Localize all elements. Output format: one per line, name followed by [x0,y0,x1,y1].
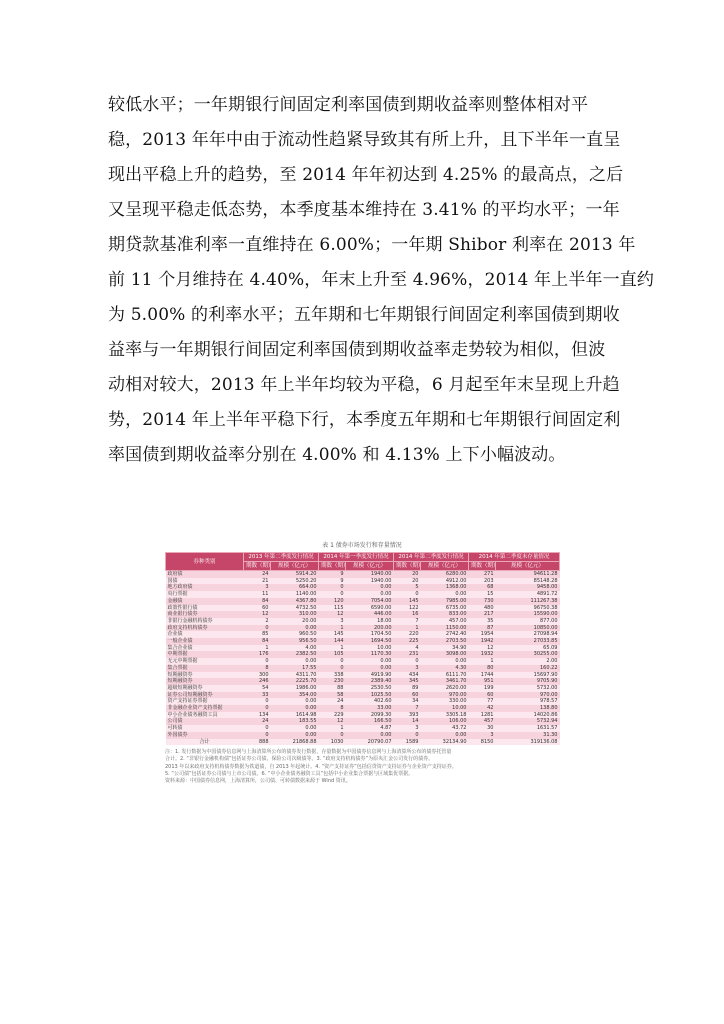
table-row [166,732,560,739]
row-value: 310.00 [271,611,319,618]
row-value: 33.00 [346,705,394,712]
row-value: 0.00 [346,658,394,665]
row-value: 0.00 [271,625,319,632]
table-row [166,672,560,679]
row-value: 3 [319,618,346,625]
row-value: 0 [319,732,346,739]
row-value: 18.00 [346,618,394,625]
row-value: 0 [244,705,271,712]
row-value: 7054.00 [346,598,394,605]
table-row [166,578,560,585]
row-value: 1170.30 [346,651,394,658]
row-value: 84 [244,638,271,645]
row-value: 0 [394,732,421,739]
header-category: 券种类别 [166,553,244,571]
row-value: 1 [319,725,346,732]
note-line: 合计。2. “非银行金融机构债”包括证券公司债、保险公司次级债等。3. “政府支持机构债券”为原央汇金公司发行的债券。 [165,756,434,763]
row-value: 60 [469,692,496,699]
row-value: 2703.50 [421,638,469,645]
row-value: 9705.90 [496,678,560,685]
header-group: 2014 年第二季度发行情况 [394,553,469,562]
row-value: 338 [319,672,346,679]
paragraph-line: 前 11 个月维持在 4.40%，年末上升至 4.96%，2014 年上半年一直约 [108,270,655,290]
row-value: 96750.38 [496,605,560,612]
subheader-count: 期数（期） [244,562,271,571]
subheader-count: 期数（期） [394,562,421,571]
table-row [166,611,560,618]
row-value: 3098.00 [421,651,469,658]
row-value: 0.00 [421,658,469,665]
row-value: 393 [394,712,421,719]
row-value: 6590.00 [346,605,394,612]
row-value: 4919.90 [346,672,394,679]
row-value: 2389.40 [346,678,394,685]
row-value: 970.00 [496,692,560,699]
table-row [166,665,560,672]
row-value: 229 [319,712,346,719]
row-category: 集合企业债 [166,645,244,652]
table-row [166,712,560,719]
note-line: 注：1. 发行数据为中国债券信息网与上海清算所公布的债券发行数据，存量数据为中国债券信息网与上海清算所公布的债券托管量 [165,749,452,756]
row-value: 730 [469,598,496,605]
row-value: 877.00 [496,618,560,625]
subheader-amount: 规模（亿元） [421,562,469,571]
row-value: 35 [469,618,496,625]
row-value: 144 [319,638,346,645]
row-value: 145 [394,598,421,605]
row-value: 58 [319,692,346,699]
table-row [166,625,560,632]
row-category: 政府支持机构债券 [166,625,244,632]
table-row [166,685,560,692]
row-value: 2742.40 [421,631,469,638]
row-value: 105 [319,651,346,658]
row-category: 国债 [166,578,244,585]
row-value: 0.00 [271,732,319,739]
row-value: 0 [319,665,346,672]
row-category: 金融债 [166,598,244,605]
row-category: 短期融资券 [166,678,244,685]
row-value: 89 [394,685,421,692]
row-category: 中期票据 [166,651,244,658]
row-value: 0.00 [271,725,319,732]
row-value: 3305.18 [421,712,469,719]
row-category: 外国债券 [166,732,244,739]
row-value: 4732.50 [271,605,319,612]
row-value: 1 [244,645,271,652]
row-value: 1940.00 [346,578,394,585]
row-value: 80 [469,665,496,672]
row-category: 政策性银行债 [166,605,244,612]
row-value: 122 [394,605,421,612]
row-value: 664.00 [271,584,319,591]
row-category: 地方政府债 [166,584,244,591]
row-value: 15590.00 [496,611,560,618]
row-value: 3 [394,665,421,672]
paragraph-line: 率国债到期收益率分别在 4.00% 和 4.13% 上下小幅波动。 [108,445,566,465]
row-value: 9458.00 [496,584,560,591]
row-value: 5914.20 [271,571,319,578]
row-value: 15 [469,591,496,598]
row-category: 非银行金融机构债券 [166,618,244,625]
row-value: 145 [319,631,346,638]
row-value: 0.00 [346,732,394,739]
row-value: 14 [394,718,421,725]
table-row [166,718,560,725]
row-value: 12 [244,611,271,618]
row-value: 85 [244,631,271,638]
row-value: 0 [319,584,346,591]
paragraph-line: 期贷款基准利率一直维持在 6.00%；一年期 Shibor 利率在 2013 年 [108,235,636,255]
total-value: 32134.90 [421,739,469,746]
row-value: 0.00 [346,665,394,672]
row-value: 200.00 [346,625,394,632]
row-value: 3 [469,732,496,739]
table-row [166,698,560,705]
row-value: 111267.38 [496,598,560,605]
row-value: 12 [469,645,496,652]
header-group: 2013 年第二季度发行情况 [244,553,319,562]
row-value: 1140.00 [271,591,319,598]
table-row [166,638,560,645]
row-value: 0.00 [421,732,469,739]
row-value: 2382.50 [271,651,319,658]
note-line: 2013 年以来政府支持机构债券数据为铁道债，自 2013 年起统计。4. “资产支持证券”包括信贷资产支持证券与企业资产支持证券。 [165,763,457,770]
table-row [166,645,560,652]
table-row [166,598,560,605]
row-value: 2530.50 [346,685,394,692]
row-value: 42 [469,705,496,712]
paragraph-line: 又呈现平稳走低态势，本季度基本维持在 3.41% 的平均水平；一年 [108,200,620,220]
paragraph-line: 动相对较大，2013 年上半年均较为平稳，6 月起至年末呈现上升趋 [108,375,620,395]
row-value: 68 [469,584,496,591]
row-category: 超级短期融资券 [166,685,244,692]
row-category: 中小企业债务融资工具 [166,712,244,719]
row-value: 115 [319,605,346,612]
row-value: 12 [319,718,346,725]
total-value: 888 [244,739,271,746]
row-value: 1744 [469,672,496,679]
row-category: 央行票据 [166,591,244,598]
row-value: 956.50 [271,638,319,645]
row-value: 1 [394,625,421,632]
row-value: 7 [394,618,421,625]
row-value: 60 [394,692,421,699]
row-value: 9 [319,578,346,585]
row-category: 无元中期票据 [166,658,244,665]
row-value: 7 [394,705,421,712]
row-value: 230 [319,678,346,685]
row-value: 7985.00 [421,598,469,605]
row-value: 20 [394,571,421,578]
total-value: 21868.88 [271,739,319,746]
subheader-amount: 规模（亿元） [496,562,560,571]
row-value: 4.00 [271,645,319,652]
table-row [166,605,560,612]
row-value: 24 [244,718,271,725]
row-value: 10.00 [421,705,469,712]
row-value: 0 [244,732,271,739]
bond-table-figure [165,540,559,785]
row-value: 2 [244,618,271,625]
subheader-count: 期数（期） [469,562,496,571]
row-value: 4311.70 [271,672,319,679]
row-value: 1 [469,658,496,665]
table-row [166,591,560,598]
row-value: 8 [244,665,271,672]
table-row [166,692,560,699]
header-group: 2014 年第二季度末存量情况 [469,553,560,562]
row-value: 5 [394,584,421,591]
row-value: 5732.94 [496,718,560,725]
paragraph-line: 稳，2013 年年中由于流动性趋紧导致其有所上升，且下半年一直呈 [108,130,621,150]
row-value: 1150.00 [421,625,469,632]
row-value: 203 [469,578,496,585]
row-value: 10850.00 [496,625,560,632]
row-value: 1932 [469,651,496,658]
row-value: 24 [244,571,271,578]
row-value: 225 [394,638,421,645]
row-value: 4.87 [346,725,394,732]
row-category: 集合票据 [166,665,244,672]
row-value: 134 [244,712,271,719]
row-value: 31.30 [496,732,560,739]
row-value: 457 [469,718,496,725]
row-value: 300 [244,672,271,679]
note-line: 资料来源：中国债券信息网，上海清算所，公司债、可转债数据来源于 Wind 资讯。 [165,778,351,785]
row-value: 4 [394,645,421,652]
total-row [166,739,560,746]
row-value: 2.00 [496,658,560,665]
row-value: 65.09 [496,645,560,652]
row-value: 120 [319,598,346,605]
row-value: 43.72 [421,725,469,732]
row-category: 短期融资券 [166,672,244,679]
row-category: 证券公司短期融资券 [166,692,244,699]
row-value: 4891.72 [496,591,560,598]
total-value: 8150 [469,739,496,746]
row-value: 88 [319,685,346,692]
bond-market-table [165,552,560,745]
row-value: 20.00 [271,618,319,625]
table-row [166,584,560,591]
row-value: 10.00 [346,645,394,652]
table-caption: 表 1 债券市场发行和存量情况 [322,542,402,549]
row-value: 231 [394,651,421,658]
row-value: 246 [244,678,271,685]
row-value: 833.00 [421,611,469,618]
row-value: 330.00 [421,698,469,705]
row-value: 0.00 [271,698,319,705]
row-category: 公司债 [166,718,244,725]
row-value: 0 [244,625,271,632]
row-value: 0.00 [346,591,394,598]
row-value: 402.60 [346,698,394,705]
row-value: 271 [469,571,496,578]
row-value: 5250.20 [271,578,319,585]
total-value: 319136.08 [496,739,560,746]
row-value: 1 [319,645,346,652]
row-value: 30255.00 [496,651,560,658]
row-value: 84 [244,598,271,605]
row-value: 199 [469,685,496,692]
row-value: 1986.00 [271,685,319,692]
total-value: 1030 [319,739,346,746]
row-value: 1694.50 [346,638,394,645]
row-value: 1614.98 [271,712,319,719]
row-value: 12 [319,611,346,618]
table-row [166,678,560,685]
row-value: 217 [469,611,496,618]
table-row [166,658,560,665]
row-value: 183.55 [271,718,319,725]
row-value: 1368.00 [421,584,469,591]
row-value: 0.00 [421,591,469,598]
total-label: 合计 [166,739,244,746]
row-value: 354.00 [271,692,319,699]
row-category: 一般企业债 [166,638,244,645]
row-value: 1631.57 [496,725,560,732]
header-group: 2014 年第一季度发行情况 [319,553,394,562]
total-value: 20790.07 [346,739,394,746]
row-value: 6735.00 [421,605,469,612]
row-value: 970.00 [421,692,469,699]
row-value: 106.00 [421,718,469,725]
row-value: 166.50 [346,718,394,725]
row-value: 446.00 [346,611,394,618]
row-value: 0 [394,591,421,598]
row-value: 2225.70 [271,678,319,685]
paragraph-line: 益率与一年期银行间固定利率国债到期收益率走势较为相似，但波 [108,340,606,360]
table-body [166,571,560,746]
row-value: 176 [244,651,271,658]
row-value: 87 [469,625,496,632]
row-value: 34 [394,698,421,705]
row-value: 3 [244,584,271,591]
table-row [166,618,560,625]
row-value: 5732.00 [496,685,560,692]
table-row [166,571,560,578]
row-value: 11 [244,591,271,598]
row-value: 0 [319,591,346,598]
row-value: 0.00 [346,584,394,591]
row-value: 34.90 [421,645,469,652]
row-value: 0.00 [271,705,319,712]
row-value: 951 [469,678,496,685]
row-value: 20 [394,578,421,585]
row-category: 商业银行债券 [166,611,244,618]
table-row [166,631,560,638]
subheader-amount: 规模（亿元） [271,562,319,571]
row-value: 16 [394,611,421,618]
row-value: 21 [244,578,271,585]
row-value: 480 [469,605,496,612]
row-value: 960.50 [271,631,319,638]
row-value: 1704.50 [346,631,394,638]
table-row [166,651,560,658]
row-value: 6111.70 [421,672,469,679]
paragraph-line: 为 5.00% 的利率水平；五年期和七年期银行间固定利率国债到期收 [108,305,620,325]
row-value: 6280.00 [421,571,469,578]
table-row [166,725,560,732]
row-value: 978.57 [496,698,560,705]
row-value: 14020.86 [496,712,560,719]
row-value: 1025.50 [346,692,394,699]
row-value: 15697.90 [496,672,560,679]
row-value: 2099.30 [346,712,394,719]
row-value: 1281 [469,712,496,719]
row-value: 0 [319,658,346,665]
row-value: 3461.70 [421,678,469,685]
row-value: 8 [319,705,346,712]
row-category: 非金融企业资产支持票据 [166,705,244,712]
paragraph-line: 现出平稳上升的趋势，至 2014 年年初达到 4.25% 的最高点，之后 [108,165,624,185]
row-value: 0 [244,658,271,665]
row-value: 345 [394,678,421,685]
row-value: 54 [244,685,271,692]
row-category: 企业债 [166,631,244,638]
row-value: 77 [469,698,496,705]
row-value: 220 [394,631,421,638]
paragraph-line: 势，2014 年上半年平稳下行，本季度五年期和七年期银行间固定利 [108,410,621,430]
row-category: 可转债 [166,725,244,732]
row-value: 33 [244,692,271,699]
subheader-count: 期数（期） [319,562,346,571]
table-row [166,705,560,712]
row-value: 4912.00 [421,578,469,585]
row-value: 160.22 [496,665,560,672]
subheader-amount: 规模（亿元） [346,562,394,571]
row-value: 0 [244,698,271,705]
row-value: 0.00 [271,658,319,665]
row-value: 1 [319,625,346,632]
row-value: 17.55 [271,665,319,672]
row-value: 24 [319,698,346,705]
row-value: 457.00 [421,618,469,625]
row-value: 138.80 [496,705,560,712]
row-value: 434 [394,672,421,679]
row-value: 85148.28 [496,578,560,585]
body-paragraph [108,88,655,473]
row-value: 9 [319,571,346,578]
row-value: 2620.00 [421,685,469,692]
row-value: 4.30 [421,665,469,672]
row-value: 94611.28 [496,571,560,578]
row-value: 30 [469,725,496,732]
paragraph-line: 较低水平；一年期银行间固定利率国债到期收益率则整体相对平 [108,95,589,115]
row-value: 3 [394,725,421,732]
row-value: 1954 [469,631,496,638]
row-category: 政府债 [166,571,244,578]
row-value: 0 [244,725,271,732]
row-value: 1940.00 [346,571,394,578]
row-value: 1942 [469,638,496,645]
note-line: 5. “公司债”包括证券公司债与上市公司债。6. “中小企业债务融资工具”包括中小企业集合票据与区域集优票据。 [165,770,414,777]
row-value: 4367.80 [271,598,319,605]
total-value: 1589 [394,739,421,746]
row-value: 60 [244,605,271,612]
row-value: 27033.85 [496,638,560,645]
row-category: 资产支持证券票据 [166,698,244,705]
table-notes [165,749,559,785]
row-value: 27098.94 [496,631,560,638]
row-value: 0 [394,658,421,665]
